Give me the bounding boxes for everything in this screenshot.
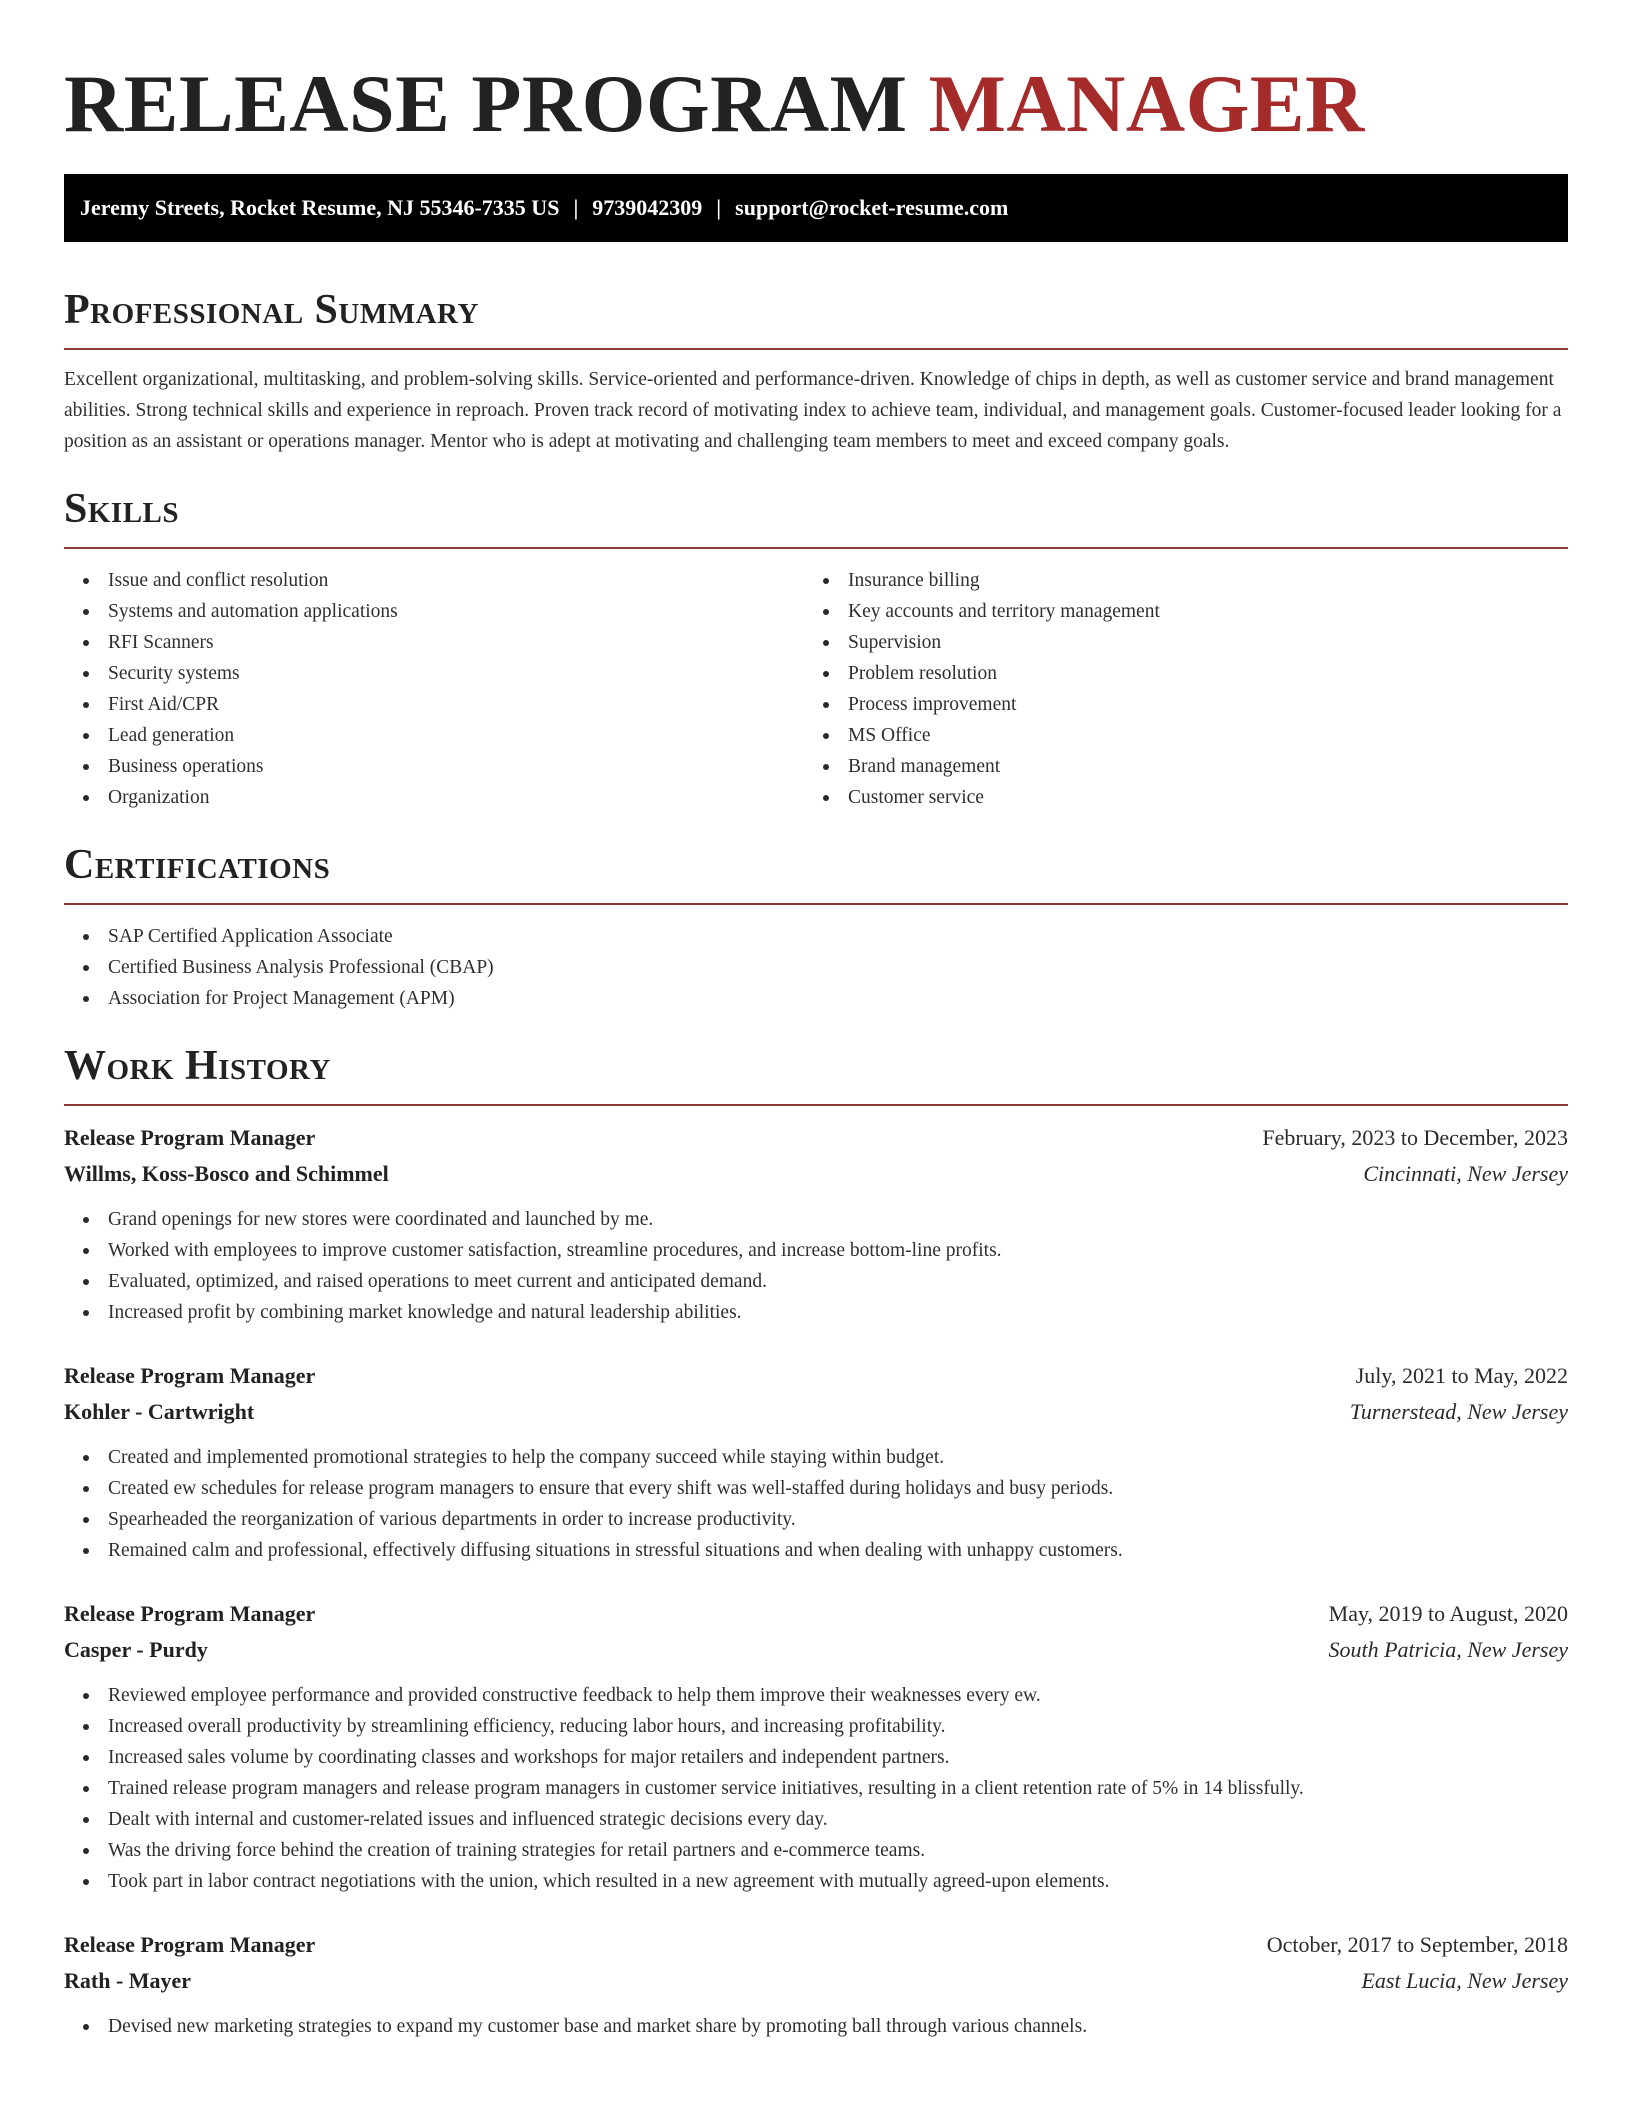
job-company: Rath - Mayer	[64, 1968, 192, 1993]
job-location: East Lucia, New Jersey	[1361, 1968, 1568, 1993]
job-company: Willms, Koss-Bosco and Schimmel	[64, 1161, 389, 1186]
job-entry	[64, 1927, 1568, 2042]
skill-item: Brand management	[804, 751, 1544, 782]
skills-grid	[64, 565, 1568, 813]
certification-item: Association for Project Management (APM)	[64, 983, 1568, 1014]
title-main: RELEASE PROGRAM	[64, 58, 908, 149]
job-entry	[64, 1596, 1568, 1897]
job-bullet: Worked with employees to improve customer satisfaction, streamline procedures, and increase bottom-line profits.	[64, 1235, 1568, 1266]
section-divider	[64, 903, 1568, 905]
work-history-heading: Work History	[64, 1043, 331, 1089]
job-bullet: Was the driving force behind the creation of training strategies for retail partners and e-commerce teams.	[64, 1835, 1568, 1866]
job-location: Turnerstead, New Jersey	[1349, 1399, 1568, 1424]
job-title: Release Program Manager	[64, 1363, 316, 1388]
job-bullets	[64, 2011, 1568, 2042]
section-divider	[64, 348, 1568, 350]
contact-phone: 9739042309	[592, 195, 703, 220]
skill-item: Supervision	[804, 627, 1544, 658]
job-bullet: Reviewed employee performance and provided constructive feedback to help them improve their weaknesses every ew.	[64, 1680, 1568, 1711]
skills-list-right	[804, 565, 1544, 813]
certifications-list	[64, 921, 1568, 1014]
job-header	[64, 1120, 1568, 1156]
job-bullets	[64, 1204, 1568, 1328]
job-title: Release Program Manager	[64, 1601, 316, 1626]
summary-section	[64, 284, 1568, 457]
job-subheader	[64, 1394, 1568, 1430]
skill-item: RFI Scanners	[64, 627, 804, 658]
section-divider	[64, 547, 1568, 549]
job-header	[64, 1358, 1568, 1394]
job-bullets	[64, 1680, 1568, 1897]
job-company: Casper - Purdy	[64, 1637, 208, 1662]
job-bullet: Created and implemented promotional strategies to help the company succeed while staying within budget.	[64, 1442, 1568, 1473]
job-bullet: Devised new marketing strategies to expand my customer base and market share by promoting ball through various channels.	[64, 2011, 1568, 2042]
job-bullet: Trained release program managers and release program managers in customer service initiatives, resulting in a client retention rate of 5% in 14 blissfully.	[64, 1773, 1568, 1804]
skill-item: Business operations	[64, 751, 804, 782]
job-subheader	[64, 1963, 1568, 1999]
job-dates: October, 2017 to September, 2018	[1266, 1932, 1568, 1957]
work-history-section	[64, 1040, 1568, 2042]
title-accent: MANAGER	[928, 58, 1365, 149]
skills-heading: Skills	[64, 486, 180, 532]
skill-item: MS Office	[804, 720, 1544, 751]
section-divider	[64, 1104, 1568, 1106]
contact-email: support@rocket-resume.com	[735, 195, 1009, 220]
job-bullet: Increased overall productivity by streamlining efficiency, reducing labor hours, and increasing profitability.	[64, 1711, 1568, 1742]
certification-item: Certified Business Analysis Professional (CBAP)	[64, 952, 1568, 983]
skill-item: Security systems	[64, 658, 804, 689]
skill-item: Key accounts and territory management	[804, 596, 1544, 627]
job-company: Kohler - Cartwright	[64, 1399, 255, 1424]
job-header	[64, 1927, 1568, 1963]
contact-separator: |	[716, 195, 722, 220]
job-dates: May, 2019 to August, 2020	[1328, 1601, 1568, 1626]
job-bullet: Took part in labor contract negotiations with the union, which resulted in a new agreement with mutually agreed-upon elements.	[64, 1866, 1568, 1897]
job-bullet: Grand openings for new stores were coordinated and launched by me.	[64, 1204, 1568, 1235]
job-bullet: Spearheaded the reorganization of various departments in order to increase productivity.	[64, 1504, 1568, 1535]
job-bullet: Dealt with internal and customer-related issues and influenced strategic decisions every day.	[64, 1804, 1568, 1835]
summary-heading: Professional Summary	[64, 287, 479, 333]
job-dates: February, 2023 to December, 2023	[1262, 1125, 1568, 1150]
skill-item: Lead generation	[64, 720, 804, 751]
page-title	[64, 58, 1568, 150]
skill-item: Issue and conflict resolution	[64, 565, 804, 596]
summary-text: Excellent organizational, multitasking, and problem-solving skills. Service-oriented and performance-driven. Knowledge of chips in depth, as well as customer service and brand management abilities. Strong technical skills and experience in reproach. Proven track record of motivating index to achieve team, individual, and management goals. Customer-focused leader looking for a position as an assistant or operations manager. Mentor who is adept at motivating and challenging team members to meet and exceed company goals.	[64, 369, 1562, 452]
job-title: Release Program Manager	[64, 1932, 316, 1957]
skill-item: Systems and automation applications	[64, 596, 804, 627]
certifications-heading: Certifications	[64, 842, 331, 888]
job-dates: July, 2021 to May, 2022	[1355, 1363, 1568, 1388]
certifications-section	[64, 839, 1568, 1014]
job-bullet: Evaluated, optimized, and raised operations to meet current and anticipated demand.	[64, 1266, 1568, 1297]
job-location: Cincinnati, New Jersey	[1363, 1161, 1568, 1186]
skills-list-left	[64, 565, 804, 813]
skill-item: Customer service	[804, 782, 1544, 813]
skill-item: First Aid/CPR	[64, 689, 804, 720]
skill-item: Problem resolution	[804, 658, 1544, 689]
contact-bar	[64, 174, 1568, 242]
contact-separator: |	[573, 195, 579, 220]
certification-item: SAP Certified Application Associate	[64, 921, 1568, 952]
resume-page	[64, 0, 1568, 2042]
skill-item: Process improvement	[804, 689, 1544, 720]
contact-address: Jeremy Streets, Rocket Resume, NJ 55346-7335 US	[80, 195, 560, 220]
job-entry	[64, 1120, 1568, 1328]
job-bullet: Increased sales volume by coordinating classes and workshops for major retailers and independent partners.	[64, 1742, 1568, 1773]
skill-item: Insurance billing	[804, 565, 1544, 596]
job-subheader	[64, 1632, 1568, 1668]
job-location: South Patricia, New Jersey	[1328, 1637, 1568, 1662]
job-header	[64, 1596, 1568, 1632]
job-bullet: Increased profit by combining market knowledge and natural leadership abilities.	[64, 1297, 1568, 1328]
job-subheader	[64, 1156, 1568, 1192]
job-bullet: Remained calm and professional, effectively diffusing situations in stressful situations and when dealing with unhappy customers.	[64, 1535, 1568, 1566]
skills-section	[64, 483, 1568, 813]
job-entry	[64, 1358, 1568, 1566]
skill-item: Organization	[64, 782, 804, 813]
job-bullet: Created ew schedules for release program managers to ensure that every shift was well-staffed during holidays and busy periods.	[64, 1473, 1568, 1504]
job-title: Release Program Manager	[64, 1125, 316, 1150]
job-bullets	[64, 1442, 1568, 1566]
